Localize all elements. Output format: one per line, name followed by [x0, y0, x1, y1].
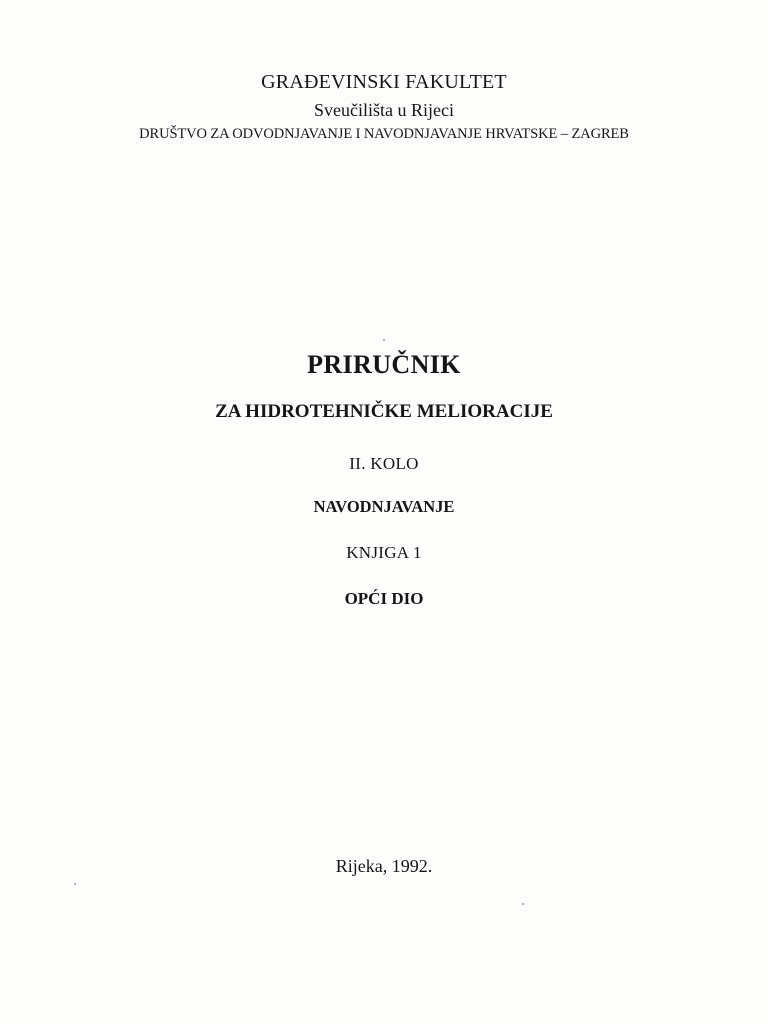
document-title: PRIRUČNIK	[307, 350, 461, 379]
scan-speck	[522, 903, 524, 905]
society-name: DRUŠTVO ZA ODVODNJAVANJE I NAVODNJAVANJE HRVATSKE – ZAGREB	[139, 126, 629, 142]
scan-speck	[383, 339, 385, 341]
document-subtitle: ZA HIDROTEHNIČKE MELIORACIJE	[215, 401, 553, 422]
imprint-place-year: Rijeka, 1992.	[335, 856, 433, 876]
part-title: OPĆI DIO	[344, 589, 424, 608]
scan-speck	[74, 883, 76, 885]
topic-label: NAVODNJAVANJE	[313, 497, 455, 516]
book-number: KNJIGA 1	[346, 543, 422, 562]
institution-name: GRAĐEVINSKI FAKULTET	[261, 71, 507, 93]
university-name: Sveučilišta u Rijeci	[314, 100, 454, 120]
series-label: II. KOLO	[349, 454, 419, 473]
